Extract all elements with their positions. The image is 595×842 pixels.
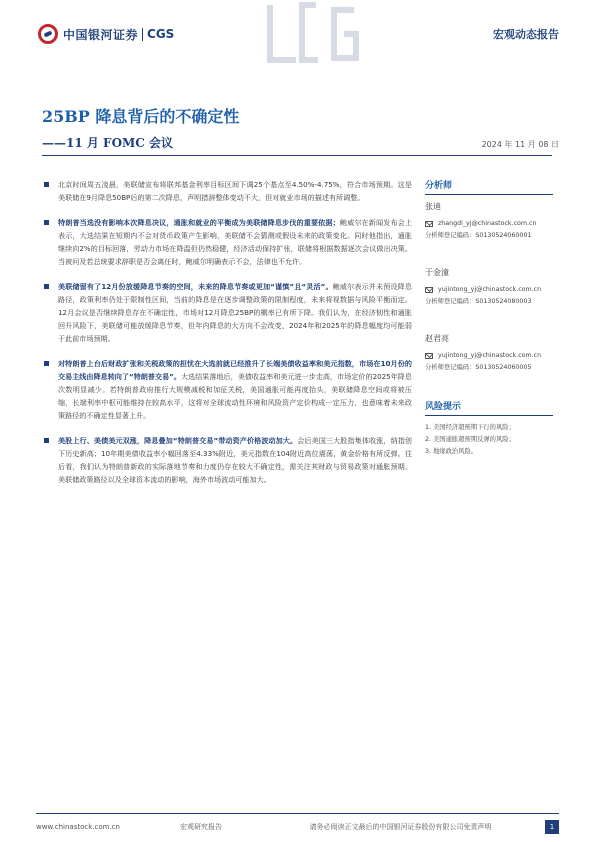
analyst-name: 张迪 xyxy=(425,202,441,211)
analyst-cert: 分析师登记编码：S0130524060001 xyxy=(425,232,532,239)
analyst-cert: 分析师登记编码：S0130524080003 xyxy=(425,298,532,305)
paragraph-text: 大选结果落地后，美债收益率和美元进一步走高，市场定价的2025年降息次数明显减少。若特朗普政府推行大规模减税和加征关税，美国通胀可能再度抬头，美联储降息空间或将被压缩，长端利率中枢可能维持在较高水平，这将对全球流动性环境和风险资产定价构成一定压力，也意味着未来政策路径的不确定性显著上升。 xyxy=(58,372,412,420)
paragraph xyxy=(42,357,412,422)
bullet-icon xyxy=(44,284,49,289)
bullet-icon xyxy=(44,361,49,366)
footer-team: 宏观研究报告 xyxy=(180,823,222,831)
paragraph-text: 北京时间周五凌晨，美联储宣布将联邦基金利率目标区间下调25个基点至4.50%-4.75%，符合市场预期。这是美联储在9月降息50BP后的第二次降息，声明措辞整体变动不大，但对就业市场的描述有所调整。 xyxy=(58,180,412,202)
report-type-label: 宏观动态报告 xyxy=(493,28,559,41)
analyst-card xyxy=(425,333,553,371)
paragraph xyxy=(42,178,412,204)
company-name: 中国银河证券 xyxy=(63,27,139,42)
company-logo-icon xyxy=(38,24,58,44)
page-footer xyxy=(36,820,559,834)
risk-item: 2. 美国通胀超预期反弹的风险； xyxy=(425,436,515,443)
analyst-cert: 分析师登记编码：S0130524060005 xyxy=(425,364,532,371)
paragraph-text: 会后美国三大股指集体收涨，纳指创下历史新高；10年期美债收益率小幅回落至4.33%附近，美元指数在104附近高位震荡，黄金价格有所反弹。往后看，我们认为特朗普新政的实际落地节奏和力度仍存在较大不确定性，需关注其财政与贸易政策对通胀预期、美联储政策路径以及全球资本流动的影响，海外市场波动可能加大。 xyxy=(58,436,412,484)
company-logo xyxy=(38,24,174,44)
footer-divider xyxy=(36,813,559,814)
analyst-email[interactable]: yujintong_yj@chinastock.com.cn xyxy=(438,286,542,293)
paragraph xyxy=(42,280,412,345)
analyst-name: 赵君亮 xyxy=(425,334,449,343)
analyst-email[interactable]: zhangdi_yj@chinastock.com.cn xyxy=(438,220,537,227)
page-number: 1 xyxy=(545,820,559,834)
risk-item: 3. 地缘政治风险。 xyxy=(425,448,478,455)
logo-divider xyxy=(142,28,143,41)
paragraph-lead: 美联储留有了12月份放缓降息节奏的空间，未来的降息节奏或更加“谨慎”且“灵活”。 xyxy=(58,282,333,291)
bullet-icon xyxy=(44,220,49,225)
analyst-email-row xyxy=(425,352,553,359)
analyst-email-row xyxy=(425,286,553,293)
page-subtitle: ——11 月 FOMC 会议 xyxy=(42,136,174,150)
title-divider xyxy=(42,155,552,156)
paragraph-text: 鲍威尔表示并未预设降息路径，政策利率仍处于限制性区间，当前的降息是在逐步调整政策的限制程度，未来将视数据与风险平衡而定。12月会议是否继续降息存在不确定性，市场对12月降息25BP的概率已有所下降。我们认为，在经济韧性和通胀回升风险下，美联储可能放缓降息节奏，但年内降息的大方向不会改变，2024年和2025年的降息幅度均可能弱于此前市场预期。 xyxy=(58,282,412,343)
analyst-name: 于金潼 xyxy=(425,268,449,277)
report-date: 2024 年 11 月 08 日 xyxy=(481,140,559,149)
analyst-card xyxy=(425,201,553,239)
bullet-icon xyxy=(44,438,49,443)
page-title: 25BP 降息背后的不确定性 xyxy=(42,107,240,126)
footer-website-link[interactable]: www.chinastock.com.cn xyxy=(36,823,120,831)
mail-icon xyxy=(425,221,433,227)
mail-icon xyxy=(425,353,433,359)
paragraph-text: 鲍威尔在新闻发布会上表示，大选结果在短期内不会对货币政策产生影响，美联储不会猜测或假设未来的政策变化。同时他指出，通胀继续向2%的目标回落，劳动力市场在降温但仍然稳健，经济活动保持扩张，联储将根据数据逐次会议做出决策。当被问及若总统要求辞职是否会离任时，鲍威尔明确表示不会，法律也不允许。 xyxy=(58,218,412,266)
mail-icon xyxy=(425,287,433,293)
footer-disclaimer: 请务必阅读正文最后的中国银河证券股份有限公司免责声明 xyxy=(309,823,492,831)
paragraph xyxy=(42,216,412,268)
header-watermark-graphic xyxy=(258,0,378,70)
paragraph-lead: 美股上行、美债美元双涨，降息叠加“特朗普交易”带动资产价格波动加大。 xyxy=(58,436,298,445)
sidebar xyxy=(425,178,553,458)
analyst-card xyxy=(425,267,553,305)
analyst-email-row xyxy=(425,220,553,227)
company-code: CGS xyxy=(147,27,175,41)
paragraph-lead: 对特朗普上台后财政扩张和关税政策的担忧在大选前就已经推升了长端美债收益率和美元指数，市场在10月份的交易主线由降息转向了“特朗普交易”。 xyxy=(58,359,412,381)
analyst-email[interactable]: yujintong_yj@chinastock.com.cn xyxy=(438,352,542,359)
page-header xyxy=(0,0,595,70)
bullet-icon xyxy=(44,182,49,187)
analysts-heading: 分析师 xyxy=(425,178,553,195)
risk-heading: 风险提示 xyxy=(425,399,553,416)
paragraph-lead: 特朗普当选没有影响本次降息决议，通胀和就业的平衡成为美联储降息步伐的重要依据； xyxy=(58,218,340,227)
report-body xyxy=(42,178,412,788)
risk-item: 1. 美国经济超预期下行的风险； xyxy=(425,424,515,431)
paragraph xyxy=(42,434,412,486)
